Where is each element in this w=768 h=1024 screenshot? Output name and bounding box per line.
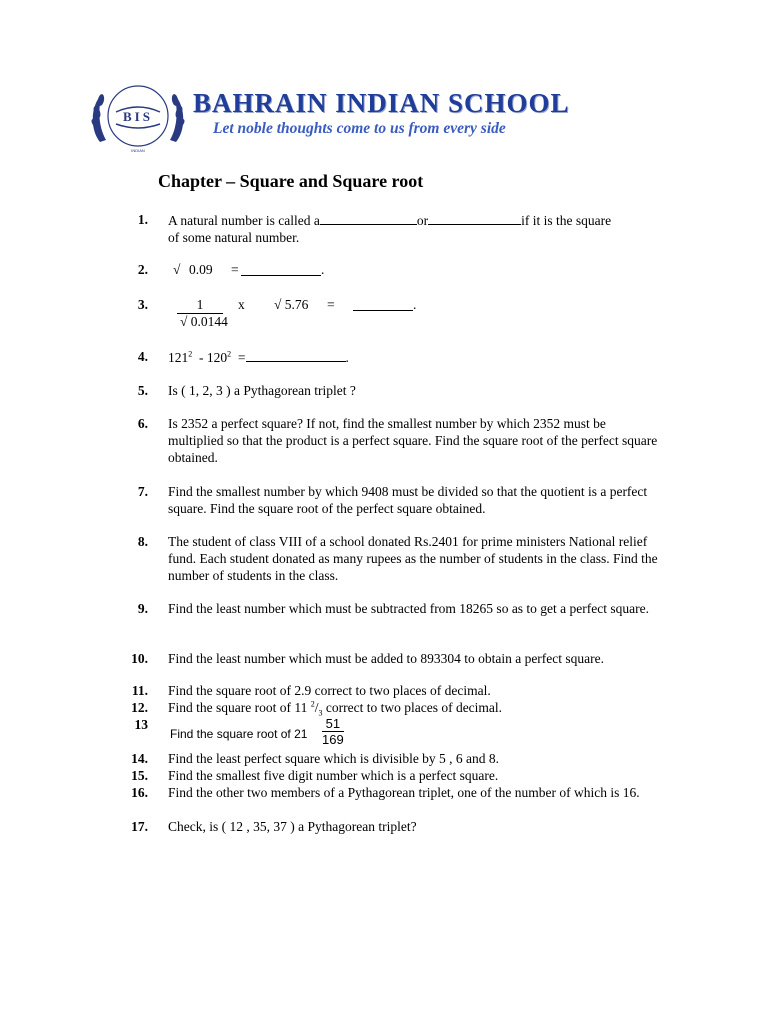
question-text: Find the square root of 2.9 correct to two places of decimal. bbox=[168, 683, 491, 698]
question-number: 16. bbox=[131, 785, 148, 800]
question-number: 3. bbox=[137, 297, 148, 312]
school-name: BAHRAIN INDIAN SCHOOL bbox=[193, 88, 570, 118]
logo-ring-text: INDIAN bbox=[131, 148, 145, 153]
question-number: 5. bbox=[137, 383, 148, 398]
fraction-denominator: √ 0.0144 bbox=[180, 314, 228, 329]
question-number: 12. bbox=[131, 700, 148, 715]
school-motto: Let noble thoughts come to us from every side bbox=[213, 120, 506, 137]
question-number: 13 bbox=[134, 717, 148, 732]
question-text: Find the smallest number by which 9408 must be divided so that the quotient is a perfect square. Find the square root of the perfect square obtained. bbox=[168, 484, 648, 516]
question-text: Find the least perfect square which is divisible by 5 , 6 and 8. bbox=[168, 751, 500, 766]
question-text: Find the smallest five digit number which is a perfect square. bbox=[168, 768, 499, 783]
question-text: Check, is ( 12 , 35, 37 ) a Pythagorean triplet? bbox=[168, 819, 417, 834]
question-number: 10. bbox=[131, 651, 148, 666]
question-number: 2. bbox=[137, 262, 148, 277]
answer-blank[interactable] bbox=[246, 348, 346, 362]
question-text: Find the least number which must be subtracted from 18265 so as to get a perfect square. bbox=[168, 601, 649, 616]
question-number: 7. bbox=[137, 484, 148, 499]
school-header bbox=[88, 82, 668, 154]
question-number: 8. bbox=[137, 534, 148, 549]
answer-blank[interactable] bbox=[353, 297, 413, 311]
fraction bbox=[322, 716, 344, 747]
fraction-numerator: 1 bbox=[177, 296, 223, 314]
question-number: 15. bbox=[131, 768, 148, 783]
answer-blank[interactable] bbox=[241, 262, 321, 276]
question-number: 1. bbox=[137, 212, 148, 227]
question-text: The student of class VIII of a school donated Rs.2401 for prime ministers National relief fund. Each student donated as many rupees as the number of students in the class. Find the number of students in the class. bbox=[168, 534, 658, 583]
answer-blank[interactable] bbox=[428, 211, 521, 225]
question-number: 4. bbox=[137, 349, 148, 364]
question-text: Find the square root of 21 bbox=[170, 727, 308, 741]
question-number: 9. bbox=[137, 601, 148, 616]
answer-blank[interactable] bbox=[320, 211, 417, 225]
question-text: Find the other two members of a Pythagorean triplet, one of the number of which is 16. bbox=[168, 785, 640, 800]
question-number: 17. bbox=[131, 819, 148, 834]
question-number: 14. bbox=[131, 751, 148, 766]
question-text: Is 2352 a perfect square? If not, find the smallest number by which 2352 must be multiplied so that the product is a perfect square. Find the square root of the perfect square obtained. bbox=[168, 416, 658, 465]
school-logo-icon bbox=[88, 82, 188, 154]
question-number: 6. bbox=[137, 416, 148, 431]
chapter-title: Chapter – Square and Square root bbox=[158, 171, 424, 191]
logo-initials: BIS bbox=[123, 109, 153, 124]
fraction-numerator: 51 bbox=[322, 716, 344, 732]
question-text: Is ( 1, 2, 3 ) a Pythagorean triplet ? bbox=[168, 383, 356, 398]
question-text: Find the least number which must be added to 893304 to obtain a perfect square. bbox=[168, 651, 605, 666]
question-number: 11. bbox=[131, 683, 148, 698]
fraction-denominator: 169 bbox=[322, 732, 344, 747]
